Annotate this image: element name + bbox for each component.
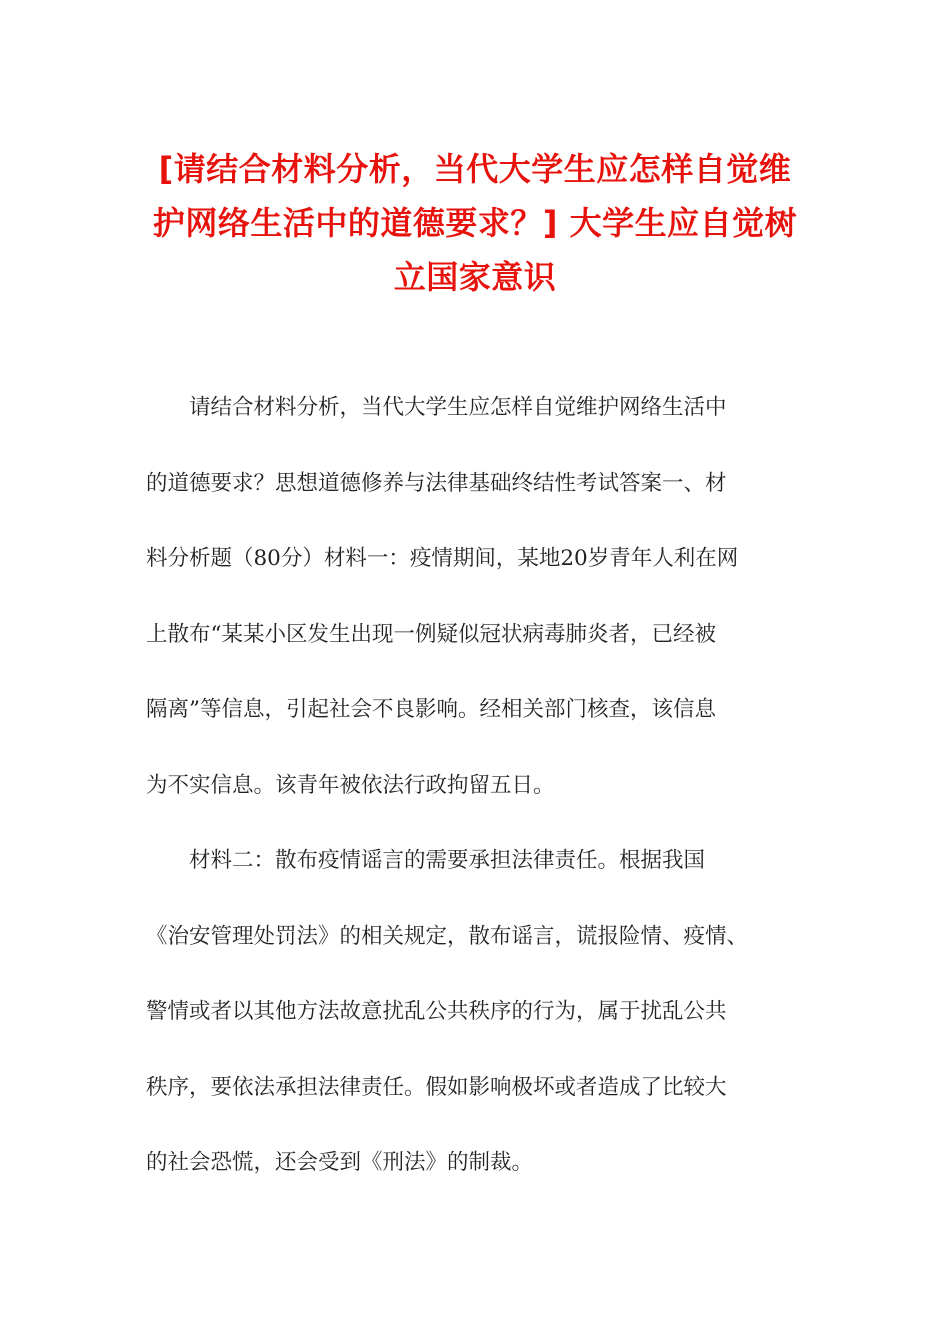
paragraph-line: 为不实信息。该青年被依法行政拘留五日。 [146,772,555,798]
document-title [140,142,810,304]
paragraph-line: 秩序，要依法承担法律责任。假如影响极坏或者造成了比较大 [146,1074,727,1100]
paragraph-line: 隔离”等信息，引起社会不良影响。经相关部门核查，该信息 [146,697,716,722]
paragraph-line: 材料二：散布疫情谣言的需要承担法律责任。根据我国 [189,848,706,873]
paragraph-line: 的道德要求？思想道德修养与法律基础终结性考试答案一、材 [146,470,727,496]
paragraph-1 [146,370,806,823]
title-line: 立国家意识 [393,258,557,296]
paragraph-line: 警情或者以其他方法故意扰乱公共秩序的行为，属于扰乱公共 [146,999,727,1024]
paragraph-2 [146,823,806,1201]
paragraph-line: 《治安管理处罚法》的相关规定，散布谣言，谎报险情、疫情、 [146,923,749,949]
paragraph-line: 的社会恐慌，还会受到《刑法》的制裁。 [146,1150,534,1175]
title-line: 护网络生活中的道德要求？] 大学生应自觉树 [152,204,798,242]
paragraph-line: 请结合材料分析，当代大学生应怎样自觉维护网络生活中 [189,395,727,420]
paragraph-line: 料分析题（80分）材料一：疫情期间，某地20岁青年人利在网 [146,546,739,571]
document-body [146,370,806,1201]
title-line: [请结合材料分析，当代大学生应怎样自觉维 [158,150,792,188]
paragraph-line: 上散布“某某小区发生出现一例疑似冠状病毒肺炎者，已经被 [146,621,716,647]
